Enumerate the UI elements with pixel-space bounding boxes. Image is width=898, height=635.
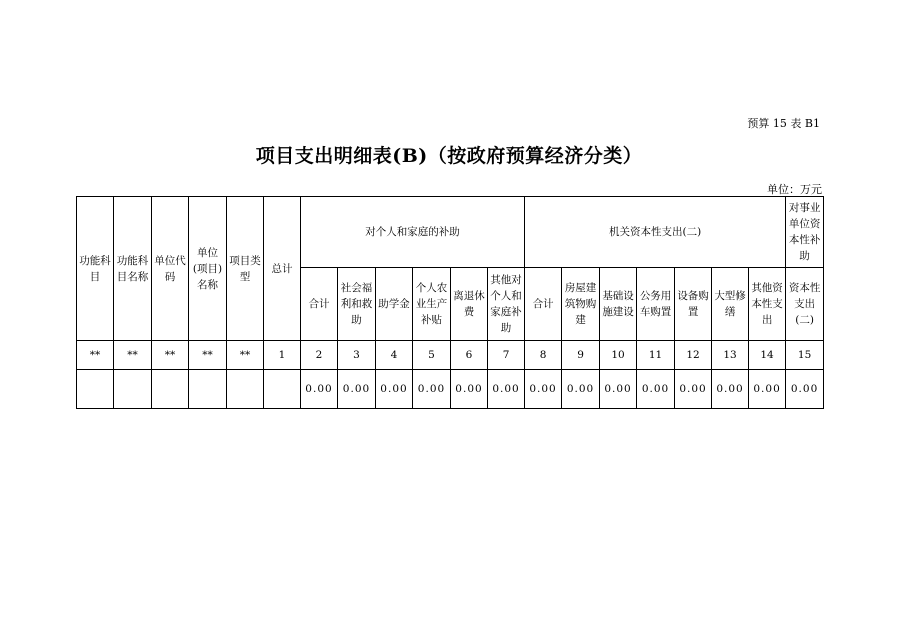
header-func-code: 功能科 目: [77, 197, 114, 341]
sub-header-cell: 大型修 缮: [712, 268, 749, 341]
data-cell: [114, 370, 152, 409]
group-institution-capital: 对事业 单位资 本性补 助: [786, 197, 824, 268]
sub-header-cell: 资本性 支出 (二): [786, 268, 824, 341]
data-cell: [152, 370, 189, 409]
sub-header-cell: 公务用 车购置: [637, 268, 675, 341]
data-cell: 0.00: [712, 370, 749, 409]
index-cell: 9: [562, 341, 600, 370]
index-cell: 1: [264, 341, 301, 370]
data-cell: 0.00: [675, 370, 712, 409]
data-cell: 0.00: [749, 370, 786, 409]
data-cell: 0.00: [338, 370, 376, 409]
sub-header-cell: 社会福 利和救 助: [338, 268, 376, 341]
unit-label: 单位：万元: [767, 183, 822, 196]
data-cell: [264, 370, 301, 409]
page-title: 项目支出明细表(B)（按政府预算经济分类）: [255, 145, 643, 167]
header-func-name: 功能科 目名称: [114, 197, 152, 341]
sub-header-cell: 助学金: [376, 268, 413, 341]
data-cell: 0.00: [413, 370, 451, 409]
sub-header-cell: 离退休 费: [451, 268, 488, 341]
data-cell: [189, 370, 227, 409]
index-cell: **: [152, 341, 189, 370]
index-cell: 5: [413, 341, 451, 370]
index-cell: 12: [675, 341, 712, 370]
index-cell: 8: [525, 341, 562, 370]
data-cell: 0.00: [600, 370, 637, 409]
sub-header-cell: 房屋建 筑物购 建: [562, 268, 600, 341]
data-cell: 0.00: [525, 370, 562, 409]
header-total: 总计: [264, 197, 301, 341]
header-unit-code: 单位代 码: [152, 197, 189, 341]
index-cell: 13: [712, 341, 749, 370]
header-project-type: 项目类 型: [227, 197, 264, 341]
index-cell: 2: [301, 341, 338, 370]
index-cell: **: [189, 341, 227, 370]
sub-header-cell: 基础设 施建设: [600, 268, 637, 341]
sub-header-cell: 其他资 本性支 出: [749, 268, 786, 341]
data-cell: [227, 370, 264, 409]
index-cell: 3: [338, 341, 376, 370]
index-cell: 6: [451, 341, 488, 370]
group-agency-capital: 机关资本性支出(二): [525, 197, 786, 268]
index-cell: 4: [376, 341, 413, 370]
index-cell: **: [114, 341, 152, 370]
index-cell: 11: [637, 341, 675, 370]
sub-header-cell: 其他对 个人和 家庭补 助: [488, 268, 525, 341]
budget-table: [76, 196, 824, 409]
sub-header-cell: 合计: [301, 268, 338, 341]
header-unit-name: 单位 (项目) 名称: [189, 197, 227, 341]
data-cell: 0.00: [488, 370, 525, 409]
index-cell: **: [77, 341, 114, 370]
sub-header-cell: 合计: [525, 268, 562, 341]
form-code: 预算 15 表 B1: [747, 117, 820, 130]
data-cell: 0.00: [301, 370, 338, 409]
data-cell: 0.00: [637, 370, 675, 409]
group-household-subsidy: 对个人和家庭的补助: [301, 197, 525, 268]
data-cell: 0.00: [451, 370, 488, 409]
data-cell: 0.00: [562, 370, 600, 409]
index-cell: 10: [600, 341, 637, 370]
data-cell: [77, 370, 114, 409]
data-cell: 0.00: [786, 370, 824, 409]
sub-header-cell: 设备购 置: [675, 268, 712, 341]
index-cell: 15: [786, 341, 824, 370]
index-cell: 7: [488, 341, 525, 370]
sub-header-cell: 个人农 业生产 补贴: [413, 268, 451, 341]
data-cell: 0.00: [376, 370, 413, 409]
index-cell: 14: [749, 341, 786, 370]
index-cell: **: [227, 341, 264, 370]
